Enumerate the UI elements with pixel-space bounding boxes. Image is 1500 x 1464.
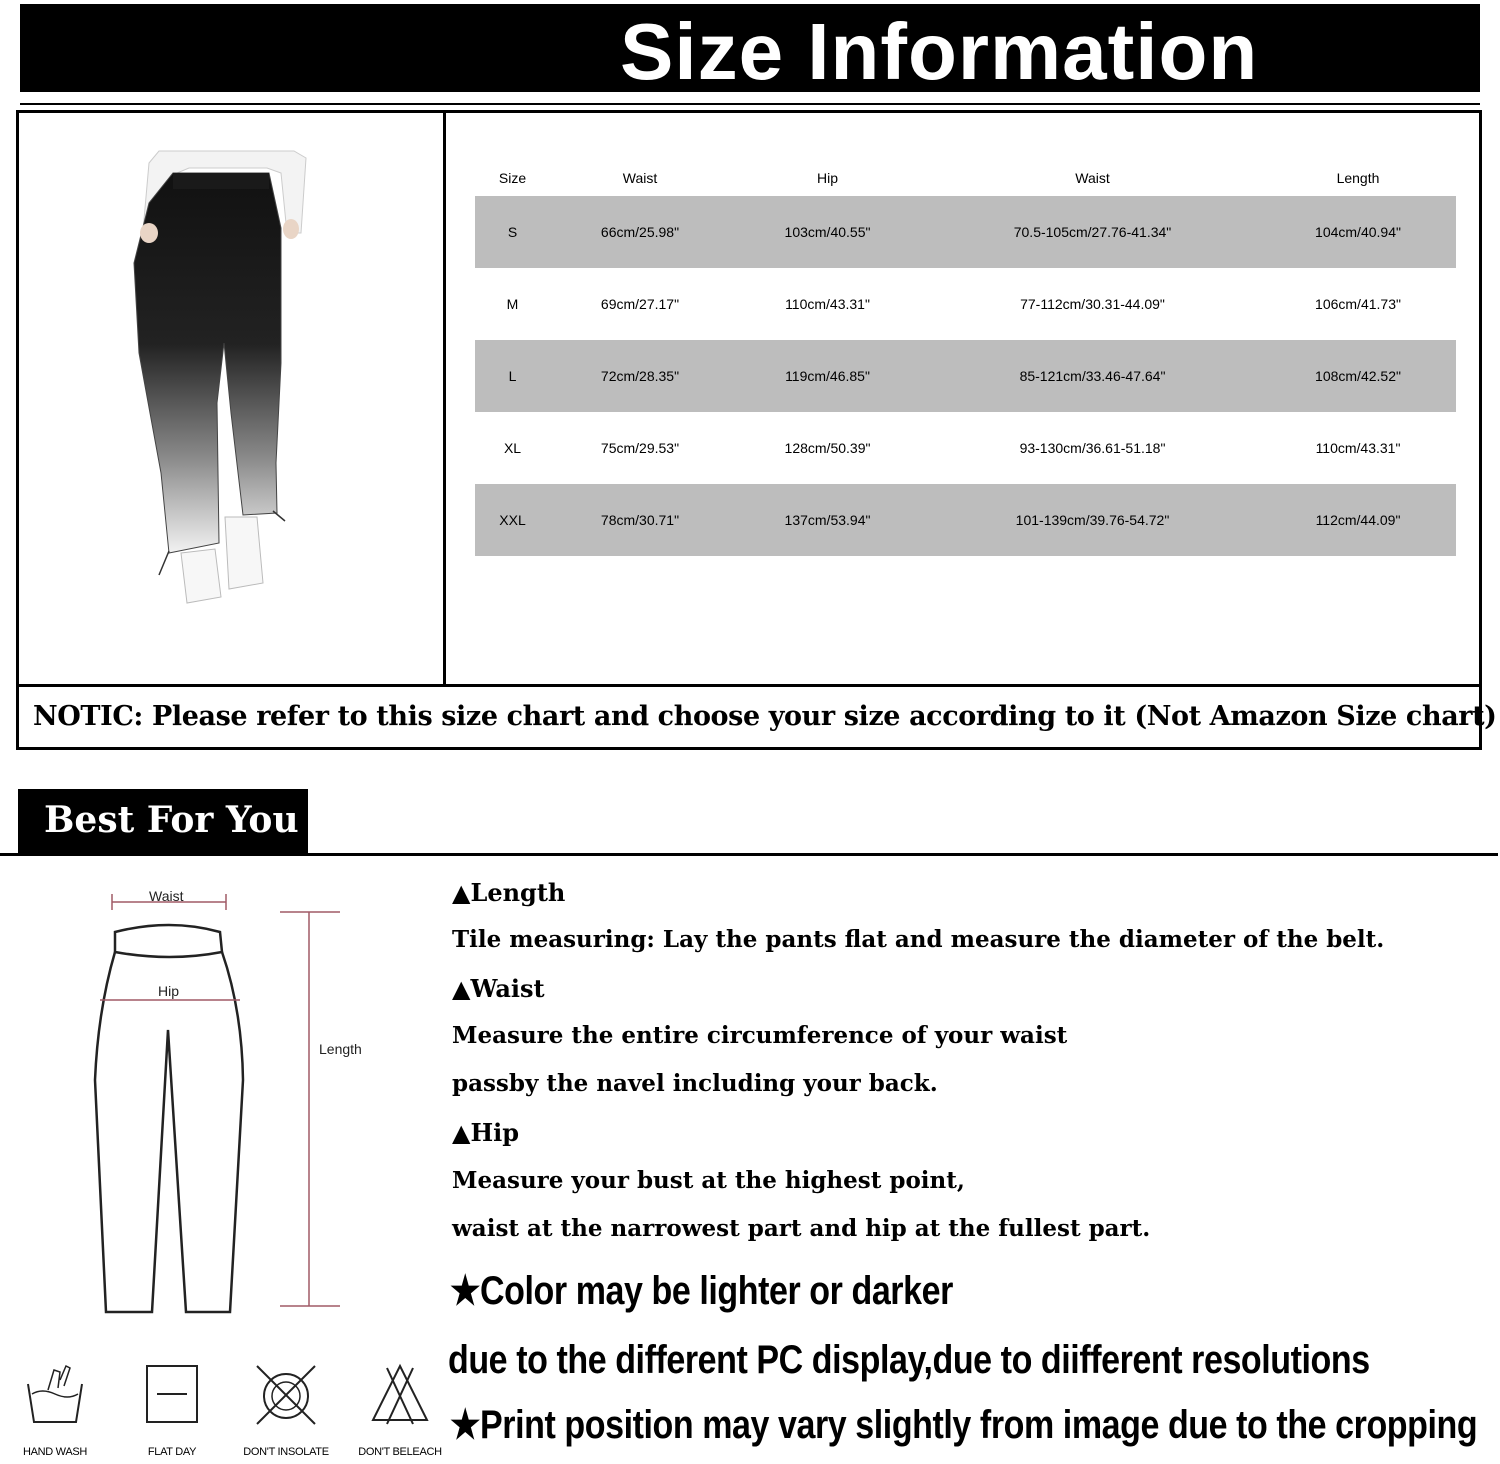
table-row (475, 484, 1456, 556)
table-cell: 137cm/53.94" (784, 512, 871, 528)
care-label: HAND WASH (22, 1446, 88, 1458)
print-note: ★Print position may vary slightly from image due to the cropping (450, 1403, 1478, 1447)
waist-heading: ▲Waist (452, 974, 545, 1003)
table-cell: 70.5-105cm/27.76-41.34" (1013, 224, 1172, 240)
page-title: Size Information (620, 7, 1259, 96)
table-cell: 119cm/46.85" (785, 368, 870, 384)
table-row (475, 196, 1456, 268)
table-row (475, 340, 1456, 412)
table-header-row (475, 160, 1456, 196)
care-item (231, 1360, 341, 1458)
color-note: ★Color may be lighter or darker (450, 1269, 953, 1313)
waist-label: Waist (149, 888, 184, 904)
title-banner (20, 4, 1480, 96)
table-cell: M (506, 296, 519, 312)
waist-text: passby the navel including your back. (452, 1070, 938, 1097)
table-cell: XXL (499, 512, 526, 528)
waist-text: Measure the entire circumference of your waist (452, 1022, 1068, 1049)
table-row (475, 268, 1456, 340)
hip-text: waist at the narrowest part and hip at the fullest part. (452, 1215, 1151, 1242)
length-label: Length (319, 1041, 362, 1057)
table-cell: 93-130cm/36.61-51.18" (1019, 440, 1166, 456)
table-cell: 77-112cm/30.31-44.09" (1020, 296, 1165, 312)
care-item (345, 1360, 455, 1458)
table-cell: 69cm/27.17" (600, 296, 680, 312)
flat-dry-icon (137, 1360, 207, 1430)
notice-text: NOTIC: Please refer to this size chart and choose your size according to it (Not Amazon Size chart) (33, 701, 1497, 732)
section-tab (18, 789, 308, 855)
section-title: Best For You (44, 799, 299, 841)
table-cell: L (508, 368, 517, 384)
product-image (19, 113, 447, 689)
table-cell: 106cm/41.73" (1315, 296, 1401, 312)
table-cell: 72cm/28.35" (600, 368, 680, 384)
measurement-diagram (60, 880, 390, 1330)
table-cell: XL (503, 440, 522, 456)
table-cell: 108cm/42.52" (1315, 368, 1401, 384)
table-cell: S (507, 224, 518, 240)
section-divider (0, 853, 1498, 856)
hip-heading: ▲Hip (452, 1118, 520, 1147)
table-cell: 110cm/43.31" (1315, 440, 1401, 456)
table-cell: 75cm/29.53" (600, 440, 680, 456)
notice-box (16, 684, 1497, 750)
do-not-insolate-icon (251, 1360, 321, 1430)
care-item (0, 1360, 110, 1458)
column-header: Waist (1075, 170, 1110, 186)
table-row (475, 412, 1456, 484)
length-text: Tile measuring: Lay the pants flat and measure the diameter of the belt. (452, 926, 1385, 953)
table-cell: 103cm/40.55" (784, 224, 871, 240)
care-label: FLAT DAY (147, 1446, 197, 1458)
hand-wash-icon (20, 1360, 90, 1430)
column-header: Hip (816, 170, 838, 186)
table-cell: 112cm/44.09" (1315, 512, 1401, 528)
column-header: Length (1336, 170, 1380, 186)
table-cell: 101-139cm/39.76-54.72" (1015, 512, 1170, 528)
do-not-bleach-icon (365, 1360, 435, 1430)
color-note: due to the different PC display,due to diifferent resolutions (448, 1338, 1370, 1382)
table-cell: 78cm/30.71" (600, 512, 680, 528)
table-cell: 104cm/40.94" (1315, 224, 1401, 240)
size-table (475, 160, 1456, 556)
table-cell: 128cm/50.39" (784, 440, 871, 456)
table-cell: 85-121cm/33.46-47.64" (1019, 368, 1166, 384)
hip-label: Hip (158, 983, 180, 999)
column-header: Size (498, 170, 527, 186)
care-item (117, 1360, 227, 1458)
table-cell: 110cm/43.31" (785, 296, 870, 312)
care-label: DON'T INSOLATE (243, 1446, 329, 1458)
length-heading: ▲Length (452, 878, 566, 907)
divider (20, 103, 1480, 105)
table-cell: 66cm/25.98" (600, 224, 680, 240)
hip-text: Measure your bust at the highest point, (452, 1167, 965, 1194)
column-header: Waist (622, 170, 658, 186)
product-image-panel (16, 110, 444, 686)
care-label: DON'T BELEACH (358, 1446, 442, 1458)
